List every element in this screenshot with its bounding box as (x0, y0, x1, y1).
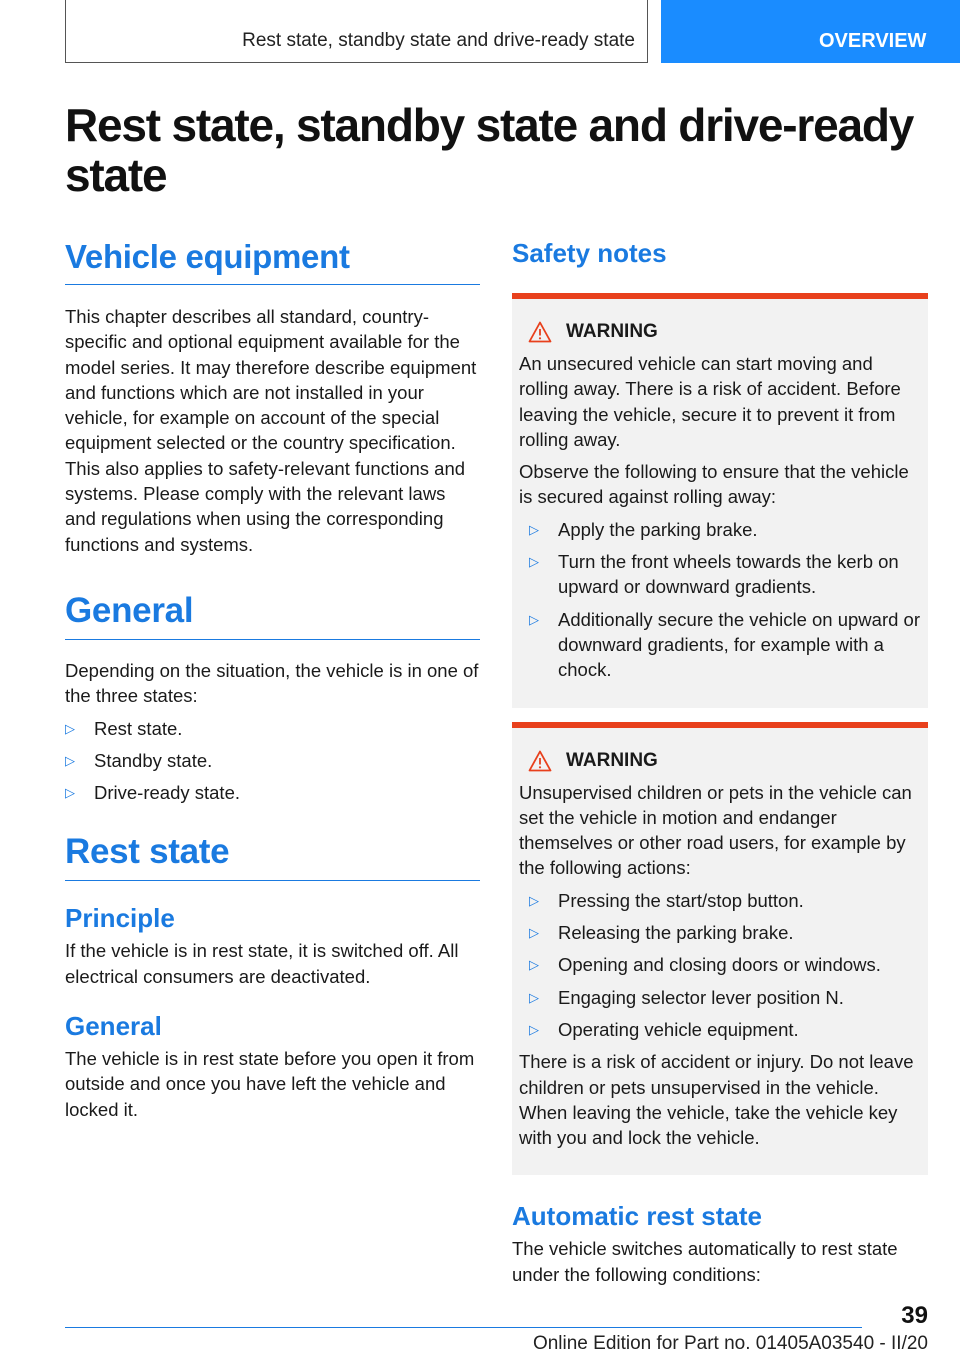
warning-box-children (512, 722, 928, 1176)
footer-divider (65, 1327, 862, 1328)
footer-edition: Online Edition for Part no. 01405A03540 - II/20 (532, 1333, 928, 1354)
header-section-box (65, 0, 648, 63)
left-column (65, 238, 480, 1122)
list-item: ▷ Engaging selector lever position N. (529, 985, 921, 1010)
bullet-triangle-icon: ▷ (529, 1021, 539, 1037)
bullet-triangle-icon: ▷ (65, 785, 75, 801)
warning-list (529, 517, 921, 683)
warning-outro: There is a risk of accident or injury. Do not leave children or pets unsupervised in the vehicle. When leaving the vehicle, take the vehicle key with you and lock the vehicle. (519, 1051, 914, 1149)
tab-overview[interactable]: OVERVIEW (661, 0, 960, 63)
bullet-triangle-icon: ▷ (65, 752, 75, 768)
list-item: ▷ Turn the front wheels towards the kerb on upward or downward gradients. (529, 551, 899, 598)
bullet-triangle-icon: ▷ (529, 989, 539, 1005)
heading-vehicle-equipment: Vehicle equipment (65, 238, 480, 285)
list-item: ▷ Releasing the parking brake. (529, 920, 921, 945)
bullet-triangle-icon: ▷ (529, 892, 539, 908)
right-column (512, 238, 928, 1287)
heading-rest-general: General (65, 1011, 162, 1042)
automatic-rest-state-body: The vehicle switches automatically to rest state under the following conditions: (512, 1238, 898, 1285)
warning-box-rolling (512, 293, 928, 708)
list-item: ▷ Additionally secure the vehicle on upward or downward gradients, for example with a chock. (529, 608, 920, 681)
rest-general-body: The vehicle is in rest state before you open it from outside and once you have left the vehicle and locked it. (65, 1048, 475, 1120)
page-title: Rest state, standby state and drive-ready state (65, 99, 914, 201)
list-item: ▷ Drive-ready state. (65, 780, 480, 805)
bullet-triangle-icon: ▷ (529, 925, 539, 941)
warning-list (529, 888, 921, 1042)
principle-body: If the vehicle is in rest state, it is switched off. All electrical consumers are deactivated. (65, 940, 459, 987)
list-item: ▷ Rest state. (65, 716, 480, 741)
warning-triangle-icon (528, 750, 552, 772)
list-item: ▷ Opening and closing doors or windows. (529, 952, 921, 977)
list-item: ▷ Standby state. (65, 748, 480, 773)
page-number: 39 (901, 1302, 928, 1329)
bullet-triangle-icon: ▷ (529, 611, 539, 627)
warning-body: An unsecured vehicle can start moving and rolling away. There is a risk of accident. Before leaving the vehicle, secure it to prevent it from rolling away. (519, 353, 901, 450)
warning-intro: Observe the following to ensure that the vehicle is secured against rolling away: (519, 461, 909, 508)
header-section-title: Rest state, standby state and drive-ready state (242, 30, 635, 51)
vehicle-equipment-body: This chapter describes all standard, country-specific and optional equipment available for the model series. It may therefore describe equipment and functions which are not installed in your vehicle, for example on account of the special equipment selected or the country specification. This also applies to safety-relevant functions and systems. Please comply with the relevant laws and regulations when using the corresponding functions and systems. (65, 306, 477, 555)
heading-rest-state: Rest state (65, 832, 480, 881)
heading-automatic-rest-state: Automatic rest state (512, 1201, 762, 1232)
list-item: ▷ Apply the parking brake. (529, 517, 921, 542)
list-item: ▷ Operating vehicle equipment. (529, 1017, 921, 1042)
heading-principle: Principle (65, 903, 175, 934)
heading-safety-notes: Safety notes (512, 238, 667, 268)
warning-body: Unsupervised children or pets in the vehicle can set the vehicle in motion and endanger themselves or other road users, for example by the following actions: (519, 781, 912, 879)
bullet-triangle-icon: ▷ (529, 521, 539, 537)
warning-label: WARNING (566, 749, 658, 771)
bullet-triangle-icon: ▷ (529, 554, 539, 570)
heading-general: General (65, 591, 480, 640)
bullet-triangle-icon: ▷ (529, 957, 539, 973)
general-intro: Depending on the situation, the vehicle is in one of the three states: (65, 659, 479, 707)
warning-triangle-icon (528, 321, 552, 343)
warning-label: WARNING (566, 321, 658, 342)
bullet-triangle-icon: ▷ (65, 720, 75, 736)
states-list (65, 716, 480, 806)
list-item: ▷ Pressing the start/stop button. (529, 888, 921, 913)
